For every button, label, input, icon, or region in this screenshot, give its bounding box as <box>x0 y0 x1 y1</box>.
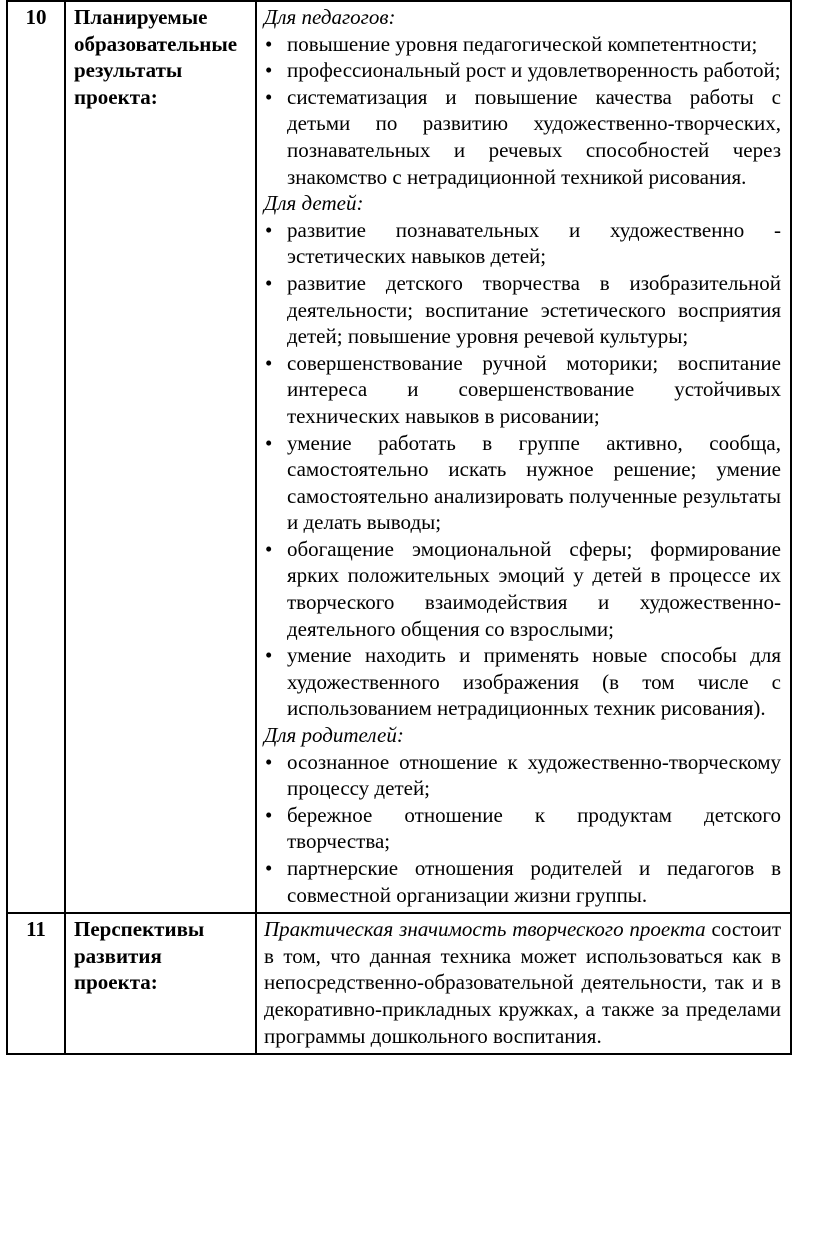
row-title: Перспективы развития проекта: <box>65 913 256 1054</box>
bullet-list <box>264 217 781 722</box>
list-item: • развитие детского творчества в изобразительной деятельности; воспитание эстетического восприятия детей; повышение уровня речевой культуры; <box>264 270 781 350</box>
list-item: • осознанное отношение к художественно-творческому процессу детей; <box>264 749 781 802</box>
bullet-list <box>264 749 781 909</box>
section-heading: Для педагогов: <box>264 5 396 29</box>
paragraph-text: состоит в том, что данная техника может использоваться как в непосредственно-образовательной деятельности, так и в декоративно-прикладных кружках, а также за пределами программы дошкольного воспитания. <box>264 917 781 1048</box>
list-item: • обогащение эмоциональной сферы; формирование ярких положительных эмоций у детей в процессе их творческого взаимодействия и художественно-деятельного общения со взрослыми; <box>264 536 781 642</box>
prospects-paragraph <box>264 916 781 1049</box>
section-children <box>264 190 781 722</box>
section-parents <box>264 722 781 908</box>
section-heading: Для детей: <box>264 191 364 216</box>
row-number: 11 <box>7 913 65 1054</box>
list-item: • умение работать в группе активно, сообща, самостоятельно искать нужное решение; умение самостоятельно анализировать полученные результаты и делать выводы; <box>264 430 781 536</box>
table-row-11 <box>7 913 791 1054</box>
row-content <box>256 913 791 1054</box>
row-content <box>256 1 791 913</box>
list-item: • партнерские отношения родителей и педагогов в совместной организации жизни группы. <box>264 855 781 908</box>
row-number: 10 <box>7 1 65 913</box>
paragraph-intro: Практическая значимость творческого проекта <box>264 917 706 942</box>
list-item: • бережное отношение к продуктам детского творчества; <box>264 802 781 855</box>
table-row-10 <box>7 1 791 913</box>
bullet-list <box>264 31 781 191</box>
list-item: • умение находить и применять новые способы для художественного изображения (в том числе с использованием нетрадиционных техник рисования). <box>264 642 781 722</box>
list-item: • систематизация и повышение качества работы с детьми по развитию художественно-творческих, познавательных и речевых способностей через знакомство с нетрадиционной техникой рисования. <box>264 84 781 190</box>
list-item: • профессиональный рост и удовлетворенность работой; <box>264 57 781 84</box>
list-item: • развитие познавательных и художественно - эстетических навыков детей; <box>264 217 781 270</box>
list-item: • совершенствование ручной моторики; воспитание интереса и совершенствование устойчивых технических навыков в рисовании; <box>264 350 781 430</box>
section-teachers <box>264 4 781 190</box>
section-heading: Для родителей: <box>264 723 404 748</box>
project-table <box>6 0 792 1055</box>
list-item: • повышение уровня педагогической компетентности; <box>264 31 781 58</box>
row-title: Планируемые образовательные результаты проекта: <box>65 1 256 913</box>
